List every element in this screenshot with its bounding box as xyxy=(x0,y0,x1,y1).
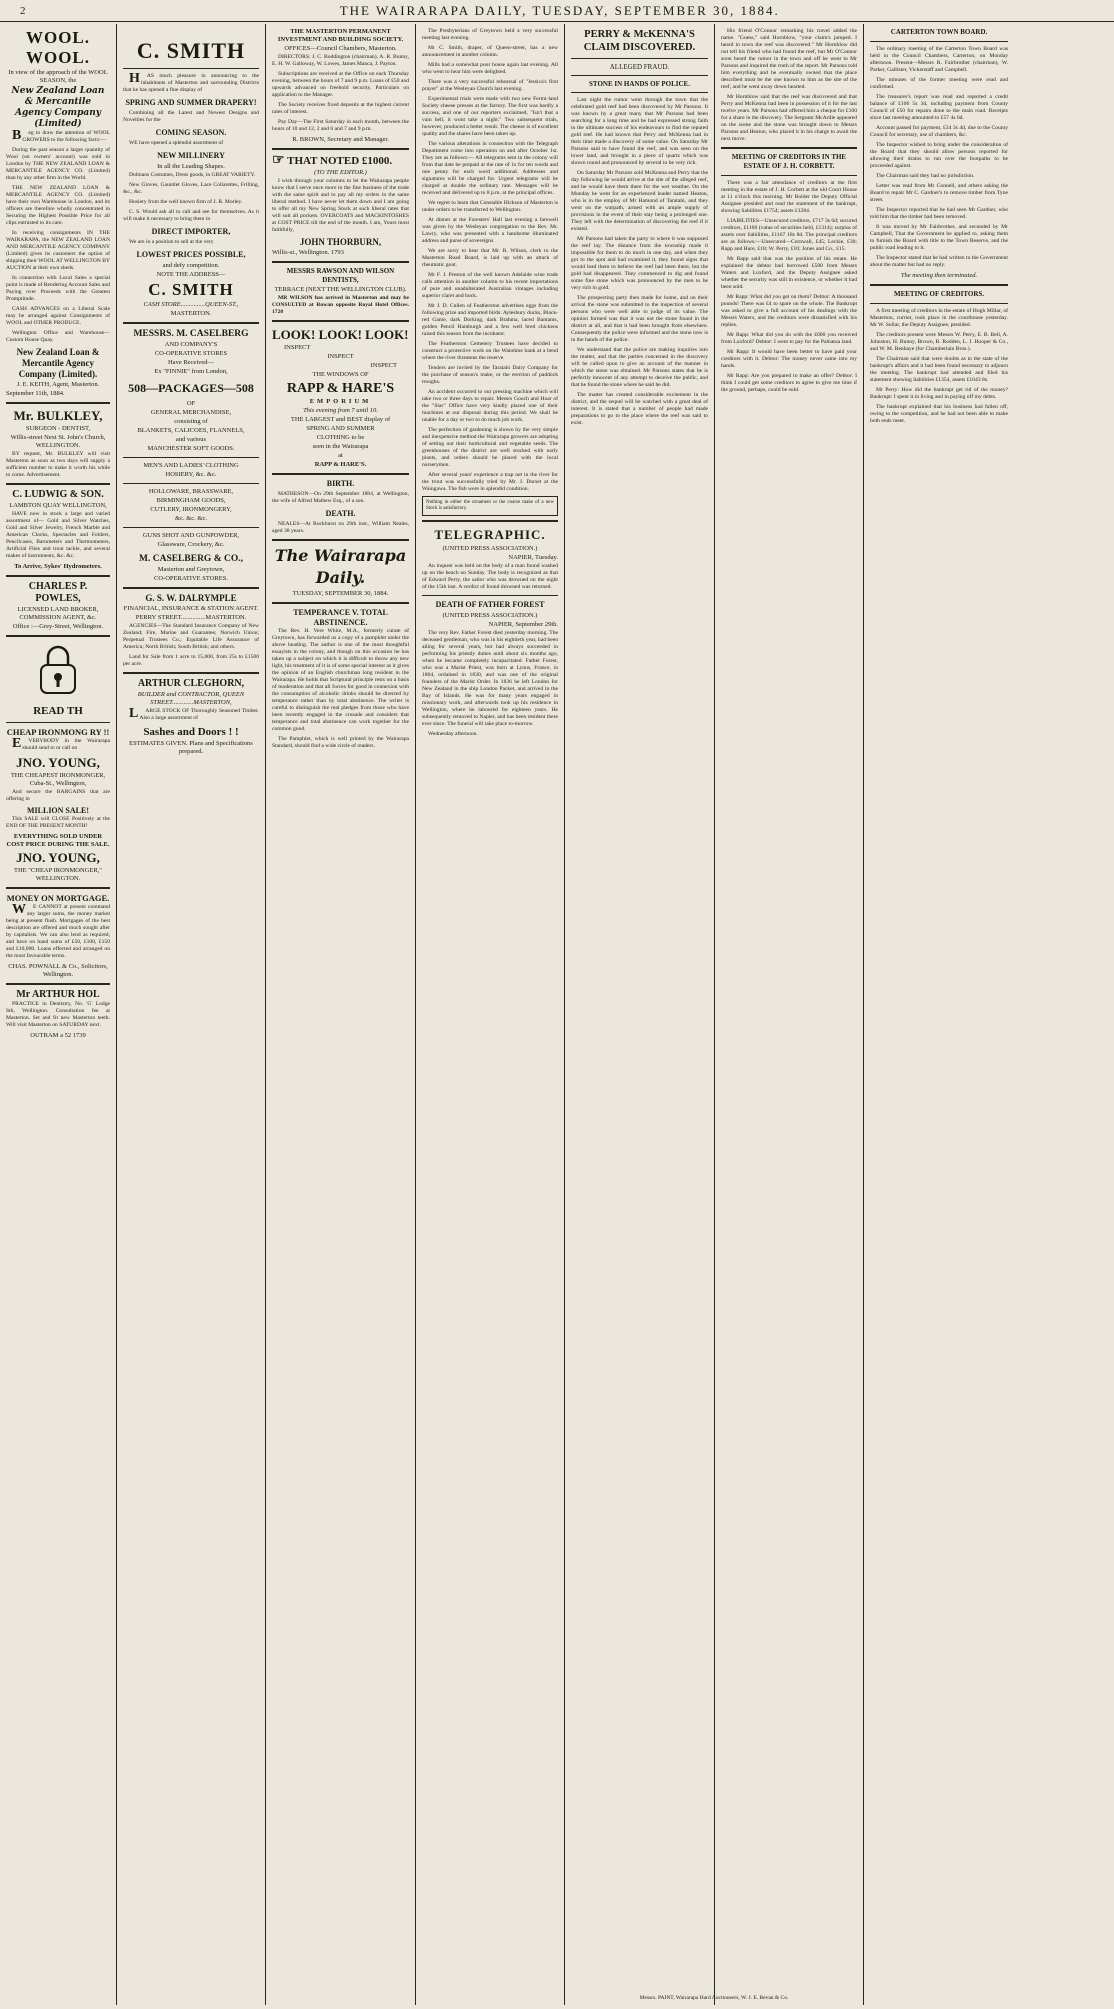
building-body: The Society receives fixed deposits at the highest current rates of interest. xyxy=(272,102,409,115)
carterton-body: The Inspector stated that he had written to the Government about the matter but had no reply. xyxy=(870,255,1008,268)
divider xyxy=(571,58,708,59)
napier-body: An inquest was held on the body of a man found washed up on the beach on Sunday. The body is recognized as that of Edward Perry, the sailor who was drowned on the night of the 15th inst. A verdict of found drowned was returned. xyxy=(422,563,558,590)
emporium-line: EMPORIUM xyxy=(309,398,372,405)
divider xyxy=(571,92,708,93)
ludwig-body: HAVE now in stock a large and varied assortment of— Gold and Silver Watches, Gold and Silver Jewelry, French Marble and American Clocks, Spectacles and Folders, Pencilcases, Barometers and Thermometers, Artificial Flies and trout tackle, and several makes of instruments, &c. &c. xyxy=(6,511,110,559)
largest-line: THE LARGEST and BEST display of xyxy=(290,416,391,423)
millinery-heading: NEW MILLINERY xyxy=(157,151,225,160)
read-heading: READ TH xyxy=(33,705,83,717)
dalrymple-sub: FINANCIAL, INSURANCE & STATION AGENT. xyxy=(123,605,259,612)
everything-sold: EVERYTHING SOLD UNDER COST PRICE DURING THE SALE. xyxy=(6,833,110,848)
sale-close: This SALE will CLOSE Positively at the END OF THE PRESENT MONTH! xyxy=(6,816,110,829)
clothing-line: MEN'S AND LADIES' CLOTHING xyxy=(143,462,239,469)
news-item: We regret to learn that Constable Hickson of Masterton is under orders to be transferred to Wellington. xyxy=(422,200,558,213)
news-item: The Presbyterians of Greytown held a very successful meeting last evening. xyxy=(422,28,558,41)
creditors-body: LIABILITIES—Unsecured creditors, £717 3s 6d; secured creditors, £1160 (value of securities held, £1314); surplus of assets over liabilities, £1167 18s 8d. The principal creditors are as follows:—Unsecured—Cornwall, £45; Leckie, £30; Rapp and Hare, £18; W. Perry, £10; Jones and Co., £15. xyxy=(721,218,857,252)
divider xyxy=(721,147,857,149)
wool-heading: WOOL. WOOL. xyxy=(25,28,91,67)
smith-body: C. S. Would ask all to call and see for themselves. As it will make it necessary to bring them in xyxy=(123,209,259,222)
wool-intro: In view of the approach of the WOOL SEASON, the xyxy=(8,69,108,84)
news-item: At dinner at the Foresters' Hall last evening a farewell was given by the Wesleyan congregation to the Rev. Mr. Lawry, who was presented with a handsome illuminated address and purse of sovereigns. xyxy=(422,217,558,244)
divider xyxy=(6,635,110,637)
creditors-heading: MEETING OF CREDITORS IN THE ESTATE OF J. H. CORBETT. xyxy=(731,153,847,170)
guns-line: GUNS SHOT AND GUNPOWDER, xyxy=(142,532,240,539)
wool-paragraph: During the past season a larger quantity of Wool (on owners' account) was sold in London by THE NEW ZEALAND LOAN & MERCANTILE AGENCY CO. (Limited) than by any other firm in the World. xyxy=(6,147,110,181)
carterton-body: Letter was read from Mr Connell, and others asking the Board to repair Mr C. Gardner's to remove timber from Tyne street. xyxy=(870,183,1008,203)
perry-body: The matter has created considerable excitement in the district, and the sequel will be watched with a great deal of interest. It is stated that a number of people had made preparations to go to the place where the reef was said to exist. xyxy=(571,392,708,426)
creditors-body: Mr Rapp: What did you do with the £600 you received from Luxford? Debtor: I went to pay for the Pahiatua land. xyxy=(721,332,857,345)
creditors-body: Mr Rapp: It would have been better to have paid your creditors with it. Debtor: The money never came into my hands. xyxy=(721,349,857,369)
to-editor: (TO THE EDITOR.) xyxy=(314,169,367,176)
ludwig-heading: C. LUDWIG & SON. xyxy=(12,489,104,500)
divider xyxy=(6,575,110,577)
defy-competition: and defy competition. xyxy=(162,262,220,269)
coming-season: COMING SEASON. xyxy=(155,128,227,137)
bulkley-title: SURGEON - DENTIST, xyxy=(25,425,91,432)
divider xyxy=(870,303,1008,304)
evening-line: This evening from 7 until 10. xyxy=(303,407,378,414)
divider xyxy=(123,322,259,324)
news-item: After several years' experience a trap net in the river for the trout was successfully tried by Mr. J. Dorset at the Waingawa. The fish were in splendid condition. xyxy=(422,472,558,492)
divider xyxy=(272,148,409,150)
column-5 xyxy=(565,24,714,2005)
shapes-line: In all the Leading Shapes. xyxy=(157,163,225,170)
creditors-body: Mr Rapp: What did you get on them? Debtor: A thousand pounds! There was £4 to spare on the whole. The Bankrupt was asked to give a full account of his dealings with the Messrs Waters, and the creditors were dissatisfied with his replies. xyxy=(721,294,857,328)
death-forest-sub: (UNITED PRESS ASSOCIATION.) xyxy=(442,612,538,619)
alleged-fraud: ALLEGED FRAUD. xyxy=(609,63,670,71)
news-item: The Featherston Cemetery Trustees have decided to construct a protective work on the Waiohine bank at a bend where the river threatens the reserve. xyxy=(422,341,558,361)
direct-importer: DIRECT IMPORTER, xyxy=(151,227,231,236)
perry-heading: PERRY & McKENNA'S CLAIM DISCOVERED. xyxy=(583,29,696,53)
building-society-heading: THE MASTERTON PERMANENT INVESTMENT AND BUILDING SOCIETY. xyxy=(277,28,404,43)
news-item: Mills had a somewhat poor house again last evening. All who went to hear him were delighted. xyxy=(422,62,558,75)
smith-body: We are in a position to sell at the very xyxy=(129,239,214,245)
divider xyxy=(6,887,110,889)
death-forest-dateline: NAPIER, September 29th. xyxy=(488,621,558,628)
page-number: 2 xyxy=(20,4,26,17)
perry-continued: Mr Hornblow said that the reef was discovered and that Perry and McKenna had been in possession of it for the last twelve years. Mr Parsons had offered him a cheque for £100 for a share in the discovery. The Sergeant McArdle appeared on the scene and the stone was brought down to Messrs Parsons and Heaton, who placed it in his charge to await the next move. xyxy=(721,94,857,142)
creditors-body-2: The creditors present were Messrs W. Perry, E. B. Bell, A. Johnston, H. Bunny, Brown, R. Rodden, L. J. Hooper & Co., and W. M. Renhaye (for Chamberlain Bros.). xyxy=(870,332,1008,352)
etc-line: &c. &c. &c. xyxy=(175,515,207,522)
inspect-line: INSPECT xyxy=(327,353,354,360)
note-body: I wish through your columns to let the Wairarapa people know that I serve once more in the fine business of the trade with the same spirit and to pay all my orders in the same liberal method. I have never let them down and I am going to offer all my New Spring Stock at such liberal rates that will suit all pockets. OVERCOATS and MACKINTOSHES at COST PRICE till the end of the month. I am, Yours most faithfully, xyxy=(272,178,409,233)
note-signature: JOHN THORBURN, xyxy=(299,237,382,247)
napier-dateline: NAPIER, Tuesday. xyxy=(508,554,558,561)
divider xyxy=(870,41,1008,42)
death-forest-body: Wednesday afternoon. xyxy=(428,731,478,737)
divider xyxy=(272,320,409,322)
creditors-heading-2: MEETING OF CREDITORS. xyxy=(893,290,985,298)
news-item: There was a very successful rehearsal of "Jessica's first prayer" at the Wesleyan Church last evening. xyxy=(422,79,558,92)
news-item: Mr C. Smith, draper, of Queen-street, has a new announcement in another column. xyxy=(422,45,558,58)
ironmongery-heading: CHEAP IRONMONG RY !! xyxy=(6,727,110,737)
wool-paragraph: CASH ADVANCES on a Liberal Scale may be arranged against Consignments of WOOL and OTHER PRODUCE. xyxy=(6,306,110,326)
spring-line: SPRING AND SUMMER xyxy=(306,425,375,432)
news-item: The various alterations in connection with the Telegraph Department come into operation on and after October 1st. They are as follows:— All telegrams sent in the colony will from that date be prepaid at the rate of 1s for ten words and one penny for each word additional. Addresses and signatures will be charged for. Urgent telegrams will be charged at double the ordinary rate. Messages will be received and delivered up to 8 p.m. at the principal offices. xyxy=(422,141,558,196)
inspect-line: INSPECT xyxy=(284,344,311,351)
wool-paragraph: Beg to draw the attention of WOOL GROWERS to the following facts:— xyxy=(12,128,110,143)
cleghorn-sub: BUILDER and CONTRACTOR, QUEEN STREET.............MASTERTON, xyxy=(137,691,245,706)
look-heading: LOOK! LOOK! LOOK! xyxy=(272,327,409,342)
rawson-body: MR WILSON has arrived in Masterton and may be CONSULTED at Rowan opposite Royal Hotel Offices. 1720 xyxy=(272,295,409,315)
drapery-heading: SPRING AND SUMMER DRAPERY! xyxy=(125,98,257,107)
pointing-hand-icon: ☞ xyxy=(272,153,285,168)
ludwig-agent: To Arrive, Sykes' Hydrometers. xyxy=(14,563,102,570)
smith-body: Hosiery from the well known firm of J. R. Morley. xyxy=(129,199,243,205)
creditors-body: Mr Rapp said that was the position of his estate. He explained the debtor had borrowed £500 from Messrs Waters and Luxford, and the Deputy Assignee asked whether the security was still in existence, or whether it had been sold. xyxy=(721,256,857,290)
carterton-body: The Chairman said they had no jurisdiction. xyxy=(876,173,975,179)
dalrymple-body: Land for Sale from 1 acre to 15,000, from 25s to £1500 per acre. xyxy=(123,654,259,667)
casselberg-address: Masterton and Greytown, xyxy=(157,566,225,573)
temperance-body: The Pamphlet, which is well printed by the Wairarapa Standard, should find a wide circle of readers. xyxy=(272,736,409,749)
birmingham-line: BIRMINGHAM GOODS, xyxy=(156,497,226,504)
divider xyxy=(123,68,259,69)
wool-paragraph: In connection with Local Sales a special point is made of Rendering Account Sales and Paying over Proceeds with the Greatest Promptitude. xyxy=(6,275,110,302)
consisting-line: consisting of xyxy=(174,418,208,425)
divider xyxy=(123,527,259,528)
column-2 xyxy=(117,24,265,2005)
note-address: Willis-st., Wellington. 1793 xyxy=(272,249,344,256)
note-heading-text: THAT NOTED £1000. xyxy=(287,155,393,167)
arthur-heading: Mr ARTHUR HOL xyxy=(16,989,100,1000)
carterton-body: It was moved by Mr Fairbrother, and seconded by Mr Campbell, That the Government be applied to, asking them to furnish the Board with title to the Town Reserve, and the public road leading to it. xyxy=(870,224,1008,251)
wool-paragraph: THE NEW ZEALAND LOAN & MERCANTILE AGENCY CO. (Limited) have their own Warehouse in London, and its officers are therefore wholly concentrated in Securing the Highest Possible Price for all clips entrusted to its care. xyxy=(6,185,110,226)
arthur-body: PRACTICE in Dentistry, No. 'G' Lodge Sth, Wellington. Consultation fee at Masterton. Set and fit new Masterton teeth. Will visit Masterton on SATURDAY next. xyxy=(6,1001,110,1028)
company-name-2: New Zealand Loan & Mercantile Agency Company (Limited). xyxy=(16,347,100,379)
young-heading: JNO. YOUNG, xyxy=(16,755,100,770)
footer-ad: Messrs. PAINT, Wairarapa Hard Auctioneers, W. J. E. Bevan & Co. xyxy=(639,1995,789,2001)
temperance-body: The Rev. H. Vere White, M.A., formerly curate of Greytown, has forwarded us a copy of a pamphlet under the above heading. The author is one of the most thoughtful essayists in the colony, and though on this occasion he has taken up a subject on which it is difficult to throw any new light, his treatment of it is of some special interest as it gives the opinion of an English churchman long resident in the Wairarapa. He holds that Scriptural principle rests on a basis of moderation and that all forces for good in connexion with the consumption of alcoholic drinks should be directed by temperance rather than by total abstinence. The writer is careful to distinguish the real pledges from those who have been recently engaged in the crusade and considers that temperance and total abstinence can work together for the common good. xyxy=(272,628,409,732)
mortgage-body: WE CANNOT at present command any larger sums, the money market being at present flush. Mortgages of the best description are offered and much sought after by capitalists. We can also lend as required, and have on hand sums of £50, £100, £150 and £10,000. Loans effected and arranged on the most favourable terms. xyxy=(6,902,110,959)
clothing-line: CLOTHING to be xyxy=(316,434,365,441)
blankets-line: BLANKETS, CALICOES, FLANNELS, xyxy=(137,427,245,434)
casselberg-sub: AND COMPANY'S xyxy=(164,341,218,348)
casselberg-stores: CO-OPERATIVE STORES xyxy=(154,350,228,357)
windows-line: THE WINDOWS OF xyxy=(312,371,369,378)
death-body: NEALES—At Rockhurst on 29th inst., William Neales, aged 38 years. xyxy=(272,521,409,534)
manchester-line: MANCHESTER SOFT GOODS. xyxy=(147,445,235,452)
creditors-body-2: The bankrupt explained that his business had fallen off, owing to the competition, and he had not been able to make both ends meet. xyxy=(870,404,1008,424)
divider xyxy=(123,483,259,484)
divider xyxy=(6,483,110,485)
column-7 xyxy=(864,24,1014,2005)
divider xyxy=(272,539,409,541)
column-6 xyxy=(715,24,863,2005)
casselberg-stores-2: CO-OPERATIVE STORES. xyxy=(154,575,228,582)
young-heading-2: JNO. YOUNG, xyxy=(16,850,100,865)
rawson-heading: MESSRS RAWSON AND WILSON DENTISTS, xyxy=(286,267,395,284)
of-line: OF xyxy=(186,400,196,407)
divider xyxy=(123,672,259,674)
ironmongery-body: EVERYBODY in the Wairarapa should send to or call on xyxy=(12,736,110,751)
masthead-title: THE WAIRARAPA DAILY, TUESDAY, SEPTEMBER 30, 1884. xyxy=(339,2,780,18)
meeting-end: The meeting then terminated. xyxy=(900,272,978,279)
creditors-body: There was a fair attendance of creditors at the first meeting in the estate of J. H. Corbett at the old Court House at 11 o'clock this morning. Mr Bolder the Deputy Official Assignee presided and read the statement of the bankrupt, showing liabilities £1754; assets £1284. xyxy=(721,180,857,214)
cleghorn-heading: ARTHUR CLEGHORN, xyxy=(137,678,245,689)
smith-heading: C. SMITH xyxy=(136,38,246,63)
divider xyxy=(721,175,857,176)
divider xyxy=(123,587,259,589)
divider xyxy=(422,520,558,522)
divider xyxy=(6,402,110,404)
column-3 xyxy=(266,24,415,2005)
arthur-footer: OUTRAM a 52 1739 xyxy=(30,1032,86,1039)
birth-body: MATHESON—On 29th September 1884, at Wellington, the wife of Alfred Mathew Esq., of a son. xyxy=(272,491,409,504)
wool-paragraph: Wellington Office and Warehouse—Custom House Quay. xyxy=(6,330,110,343)
divider xyxy=(272,261,409,263)
million-sale: MILLION SALE! xyxy=(26,806,89,815)
lowest-prices: LOWEST PRICES POSSIBLE, xyxy=(136,250,246,259)
smith-body: Combining all the Latest and Newest Designs and Novelties for the xyxy=(123,110,259,123)
carterton-body: Account passed for payment, £34 3s 4d, due to the County Council for secretary, use of chambers, &c. xyxy=(870,125,1008,138)
packages-heading: 508—PACKAGES—508 xyxy=(128,381,254,395)
paper-date: TUESDAY, SEPTEMBER 30, 1884. xyxy=(292,590,389,597)
column-1 xyxy=(0,24,116,2005)
various-line: and various xyxy=(175,436,207,443)
building-body: Pay Day—The First Saturday in each month, between the hours of 10 and 12, 2 and 6 and 7 and 9 p.m. xyxy=(272,119,409,132)
united-press: (UNITED PRESS ASSOCIATION.) xyxy=(442,545,538,552)
ad-date: September 11th, 1884. xyxy=(6,390,65,397)
carterton-body: The Inspector wished to bring under the consideration of the Board that they should allow persons reported for allowing their drains to run over the footpaths to be proceeded against. xyxy=(870,142,1008,169)
news-item: Mr J. D. Cullen of Featherston advertises eggs from the following prize and imported birds: Aylesbury ducks, Black-red Game, dark Dorking, dark Brahma, laced Bantams, golden Pencil Hamburgh and a few well bred chickens raised this season from the incubator. xyxy=(422,303,558,337)
general-merchandise: GENERAL MERCHANDISE, xyxy=(150,409,232,416)
news-item: Mr F. J. Preston of the well known Adelaide wine trade calls attention in another column to his recent importations of pure and unadulterated Australian vintages including superior claret and hock. xyxy=(422,272,558,299)
carterton-body: The ordinary meeting of the Carterton Town Board was held in the Council Chambers, Carterton, on Monday afternoon. Present—Messrs R. Fairbrother (chairman), W. Parker, Gallister, Vickerstaff and Campbell. xyxy=(870,46,1008,73)
perry-body: Mr Parsons had taken the party to where it was supposed the reef lay. The distance from the township made it impossible for them to do much in one day, and when they got to the spot and had examined it, they found signs that would lead them to believe the reef had been there, but the gold had disappeared. They commenced to dig and found some fine stone which was pronounced by the men to be very rich in gold. xyxy=(571,236,708,291)
smith-body: WE have opened a splendid assortment of xyxy=(129,140,224,146)
powles-heading: CHARLES P. POWLES, xyxy=(28,581,88,604)
telegraphic-heading: TELEGRAPHIC. xyxy=(434,527,546,542)
creditors-body-2: The Chairman said that were doubts as to the state of the bankrupt's affairs and it had been found necessary to adjourn the meeting. The bankrupt had attended and filed his statement showing liabilities £1354, assets £1043 8s. xyxy=(870,356,1008,383)
mortgage-signature: CHAS. POWNALL & Co., Solicitors, Wellington. xyxy=(8,963,108,978)
small-ad: Nothing in either the ornament or the coarse make of a new Stock is satisfactory. xyxy=(422,496,558,516)
sashes-heading: Sashes and Doors ! ! xyxy=(143,726,239,738)
dalrymple-body: AGENCIES—The Standard Insurance Company of New Zealand; Fire, Marine and Guarantee; Norwich Union; Perpetual Trustees Co.; Equitable Life Assurance of America; North British; South British; and others. xyxy=(123,623,259,650)
building-office: OFFICES—Council Chambers, Masterton. xyxy=(284,45,397,52)
perry-body: On Saturday Mr Parsons sold McKenna and Perry that the day following he would arrive at the site of the alleged reef, and he would have them there for the wet weather. On the Monday he went for an experienced leader named Heaton, who is in the employ of Mr Hamond of Taratahi, and they went on the warpath, armed with an ample supply of provisions in the event of their stay being a prolonged one. They left with the determination of discovering the reef if it existed. xyxy=(571,170,708,232)
glassware-line: Glassware, Crockery, &c. xyxy=(157,541,225,548)
divider xyxy=(6,983,110,985)
bulkley-body: BY request, Mr. BULKLEY will visit Masterton as soon as two days will supply a sufficient number to make it worth his while to come. Advertisement. xyxy=(6,451,110,478)
inspect-line: INSPECT xyxy=(370,362,397,369)
mortgage-heading: MONEY ON MORTGAGE. xyxy=(6,893,110,903)
perry-body: We understand that the police are making inquiries into the matter, and that the parties concerned in the discovery will be called upon to give an account of the manner in which the stone was obtained. Mr Parsons states that he is perfectly innocent of any attempt to deceive the public, and that he found the stone where he said he did. xyxy=(571,347,708,388)
creditors-body-2: Mr Perry: How did the bankrupt get rid of the money? Bankrupt: I spent it in living and in paying off my debts. xyxy=(870,387,1008,400)
agent-signature: J. E. KEITH, Agent, Masterton. xyxy=(16,381,100,388)
divider xyxy=(272,473,409,475)
dalrymple-address: PERRY STREET...............MASTERTON. xyxy=(135,614,247,621)
smith-body: Dolmans Costumes, Dress goods, in GREAT VARIETY. xyxy=(129,172,256,178)
death-heading: DEATH. xyxy=(325,509,356,518)
perry-body: Last night the rumor went through the town that the celebrated gold reef had been discovered by Mr Parsons. It was known by a great many that Mr Parsons had been searching for a long time and he had expressed strong faith in the ultimate success of his endeavours to find the reputed gold reef. He had known that Perry and McKenna had in their time made a discovery of some value. On Saturday Mr Parsons said to have found the reef, and was seen on the lower land, and brought in a piece of quartz which was shown round and pronounced by several to be very rich. xyxy=(571,97,708,166)
divider xyxy=(272,602,409,604)
divider xyxy=(571,75,708,76)
dalrymple-heading: G. S. W. DALRYMPLE xyxy=(145,593,237,603)
powles-address: Office :—Grey-Street, Wellington. xyxy=(12,623,104,630)
ludwig-address: LAMBTON QUAY WELLINGTON, xyxy=(9,502,107,509)
news-item: The perfection of gardening is shown by the very simple and inexpensive method the Wairarapa growers are adopting of setting out their horticultural and vegetable seeds. The greenhouses of the district are well stocked with early plants, and orders should be placed with the local nurserymen. xyxy=(422,427,558,468)
carterton-heading: CARTERTON TOWN BOARD. xyxy=(890,28,988,36)
smith-body: New Gloves, Gauntlet Gloves, Lace Collarettes, Frilling, &c., &c. xyxy=(123,182,259,195)
carterton-body: The treasurer's report was read and reported a credit balance of £106 5s 3d, including payment from County Council of £50 for repairs done to the main road. Receipts since last meeting amounted to £57 4s 6d. xyxy=(870,94,1008,121)
creditors-body-2: A first meeting of creditors in the estate of Hugh Millar, of Masterton, currier, took place in the courthouse yesterday. Mr W. Sollar, the Deputy Assignee, presided. xyxy=(870,308,1008,328)
rawson-address: TERRACE (NEXT THE WELLINGTON CLUB). xyxy=(274,286,407,293)
news-item: Experimental trials were made with two new Fermi-land Society cheese presses at the factory. The first was hardly a success, and one of our reporters exclaimed, "Isn't that a vain hell, it wont take a night." Two subsequent trials, however, produced a better result. The cheese is of excellent quality and the shares have been taken up. xyxy=(422,96,558,137)
perry-continued: His friend O'Connor remarking his travel added the name. "Guess," said Hornblow, "your claim's jumped. I heard in town the reef was discovered." Mr Hornblow did not tell his friend who had found the reef, but Mr O'Connor soon heard the rumor in the town and off he went to Mr Parsons and inquired the truth of the report. Mr Parsons told him everything and he eventually owned that the place described must be the one known to him as the site of the reef, and he went away down hearted. xyxy=(721,28,857,90)
cleghorn-body: LARGE STOCK OF Thoroughly Seasoned Timber. Also a large assortment of xyxy=(129,706,259,721)
casselberg-heading: MESSRS. M. CASELBERG xyxy=(133,329,249,339)
masthead xyxy=(0,0,1114,22)
temperance-heading: TEMPERANCE V. TOTAL ABSTINENCE. xyxy=(293,608,388,627)
casselberg-received: Have Received— xyxy=(167,359,215,366)
death-forest-body: The very Rev. Father Forest died yesterday morning. The deceased gentleman, who was in his eightieth year, had been ailing for several years, but had always succeeded in performing his priestly duties until about six months ago, when he became completely incapacitated. Father Forest, who was a Marist Priest, was born at Lyons, France, in 1804, ordained in 1830, and was one of the original founders of the Marist Order. In 1836 he left London for New Zealand in the ship London Packet, and arrived in the Bay of Islands. He was for many years engaged in missionary work, and afterwards took up his residence in Wellington, where he laboured for eighteen years. He subsequently removed to Napier, and has been resident there ever since. The funeral will take place to-morrow. xyxy=(422,630,558,727)
stone-heading: STONE IN HANDS OF POLICE. xyxy=(589,80,690,88)
divider xyxy=(870,284,1008,286)
news-item: We are sorry to hear that Mr. R. Wilson, clerk to the Masterton Road Board, is laid up with an attack of rheumatic gout. xyxy=(422,248,558,268)
building-directors: DIRECTORS: J. C. Boddington (chairman), A. R. Bunny, E. H. W. Galloway, W. Lowes, James Manca, J. Payton. xyxy=(272,54,409,67)
carterton-body: The minutes of the former meeting were read and confirmed. xyxy=(870,77,1008,90)
young-subtitle: THE CHEAPEST IRONMONGER, Cuba-St., Wellington, xyxy=(10,772,106,787)
divider xyxy=(123,457,259,458)
perry-body: The prospecting party then made for home, and on their arrival the stone was submitted to the inspection of several persons who were well able to judge of its value. The opinion formed was that it was not the stone found in the district at all, and that it had been brought from elsewhere. Consequently the police were informed and the stone now is in the hands of the police. xyxy=(571,295,708,343)
bulkley-address: Willis-street Next St. John's Church, WELLINGTON. xyxy=(10,434,106,449)
at-line: at xyxy=(338,452,343,459)
smith-body: HAS much pleasure in announcing to the inhabitants of Masterton and surrounding Districts that he has opened a fine display of xyxy=(123,71,259,93)
smith-location: MASTERTON. xyxy=(170,310,212,317)
note-address: NOTE THE ADDRESS— xyxy=(156,271,226,278)
rapp-footer: RAPP & HARE'S. xyxy=(314,461,367,468)
holloware-line: HOLLOWARE, BRASSWARE, xyxy=(148,488,234,495)
building-signature: R. BROWN, Secretary and Manager. xyxy=(292,136,389,143)
young-subtitle-2: THE "CHEAP IRONMONGER," WELLINGTON. xyxy=(14,867,102,882)
column-4 xyxy=(416,24,564,2005)
death-forest-heading: DEATH OF FATHER FOREST xyxy=(435,600,545,609)
seen-line: seen in the Wairarapa xyxy=(312,443,369,450)
cleghorn-body2: ESTIMATES GIVEN. Plans and Specifications prepared. xyxy=(129,740,253,755)
news-item: Tenders are invited by the Taratahi Dairy Company for the purchase of season's make, or the erection of paddock troughs. xyxy=(422,365,558,385)
bulkley-heading: Mr. BULKLEY, xyxy=(13,408,103,423)
young-body: And secure the BARGAINS that are offering in xyxy=(6,789,110,802)
cash-store: CASH STORE...............QUEEN-ST., xyxy=(143,301,239,308)
divider xyxy=(6,722,110,723)
carterton-body: The Inspector reported that he had seen Mr Gardner, who told him that the timber had been removed. xyxy=(870,207,1008,220)
birth-heading: BIRTH. xyxy=(326,479,355,488)
wool-paragraph: In receiving consignments IN THE WAIRARAPA, the NEW ZEALAND LOAN AND MERCANTILE AGENCY COMPANY (Limited) gives its customers the option of shipping their WOOL AT WELLINGTON BY AUCTION at their own sheds. xyxy=(6,230,110,271)
smith-heading-2: C. SMITH xyxy=(148,280,234,299)
casselberg-heading-2: M. CASELBERG & CO., xyxy=(139,554,243,564)
padlock-icon xyxy=(35,643,81,699)
divider xyxy=(422,595,558,596)
powles-title: LICENSED LAND BROKER, COMMISSION AGENT, &c. xyxy=(17,606,99,621)
news-item: An accident occurred to our pressing machine which will take two or three days to repair. Messrs Gooch and Hoar of the "Star" Office have very kindly placed one of their machines at our disposal during this period. We shall be unable for a day or two to do much job work. xyxy=(422,389,558,423)
note-heading xyxy=(272,154,409,168)
rapp-heading: RAPP & HARE'S xyxy=(286,381,395,396)
building-body: Subscriptions are received at the Office on each Thursday evening, between the hours of 7 and 9 p.m. Loans of £50 and upwards advanced on freehold security. Particulars on application to the Manager. xyxy=(272,71,409,98)
casselberg-ship: Ex "FINNIE" from London, xyxy=(154,368,228,375)
cutlery-line: CUTLERY, IRONMONGERY, xyxy=(150,506,232,513)
hosiery-line: HOSIERY, &c. &c. xyxy=(165,471,217,478)
creditors-body: Mr Rapp: Are you prepared to make an offer? Debtor: I think I could get some creditors to agree to give me time if the ground, perhaps, could be sold. xyxy=(721,373,857,393)
paper-nameplate: The Wairarapa Daily. xyxy=(274,546,407,587)
company-name: New Zealand Loan & Mercantile Agency Company (Limited) xyxy=(11,86,105,129)
